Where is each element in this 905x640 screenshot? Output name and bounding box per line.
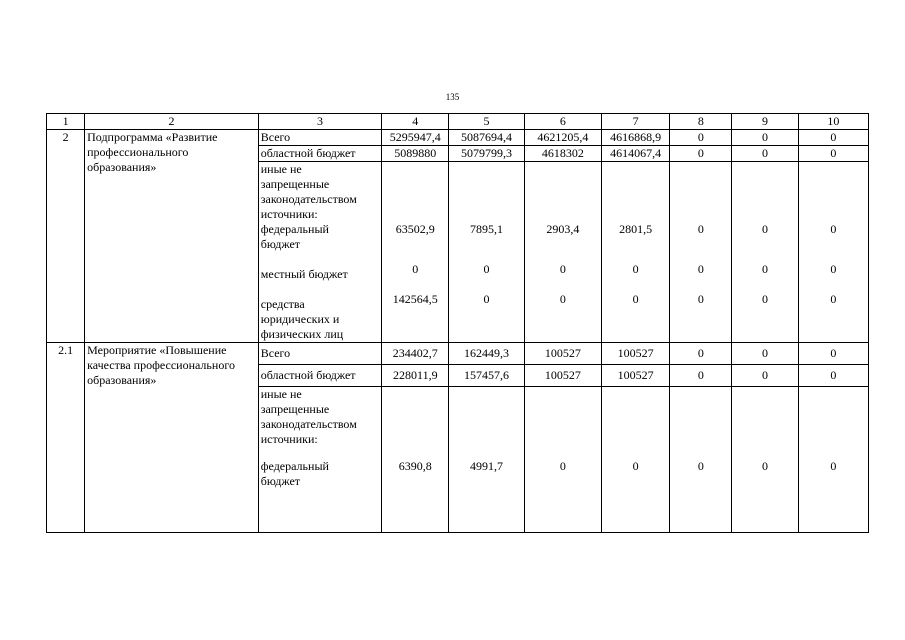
program-name: Подпрограмма «Развитие профессионального образования»: [85, 130, 259, 343]
value-cell: 142564,5: [392, 292, 438, 306]
header-cell-2: 2: [85, 114, 259, 130]
value-cell: 0: [732, 343, 798, 365]
value-column: [798, 162, 868, 343]
value-cell: 0: [670, 365, 732, 387]
budget-table: [46, 113, 869, 533]
value-column: [732, 162, 798, 343]
value-column: [601, 387, 669, 533]
value-cell: 0: [798, 343, 868, 365]
value-cell: 0: [697, 292, 704, 306]
table-row: [47, 130, 869, 146]
value-cell: 0: [483, 292, 490, 306]
source-label: Всего: [258, 130, 381, 146]
value-cell: 100527: [524, 365, 601, 387]
value-cell: 0: [830, 459, 837, 473]
row-number: 2.1: [47, 343, 85, 533]
value-column: [449, 387, 524, 533]
source-label: Всего: [258, 343, 381, 365]
value-cell: 2801,5: [619, 222, 653, 236]
value-column: [524, 387, 601, 533]
value-cell: 0: [412, 262, 419, 276]
value-cell: 100527: [524, 343, 601, 365]
table-header: [47, 114, 869, 130]
value-cell: 63502,9: [395, 222, 435, 236]
source-label: законодательством: [260, 192, 357, 206]
source-label: источники:: [260, 207, 318, 221]
page-number: 135: [445, 92, 460, 102]
value-column: [670, 387, 732, 533]
header-cell-9: 9: [732, 114, 798, 130]
header-cell-8: 8: [670, 114, 732, 130]
source-label: областной бюджет: [258, 146, 381, 162]
row-number: 2: [47, 130, 85, 343]
source-breakdown: [258, 162, 381, 343]
source-label: юридических и: [260, 312, 340, 326]
value-cell: 0: [697, 262, 704, 276]
value-cell: 0: [632, 262, 639, 276]
source-label: запрещенные: [260, 177, 330, 191]
header-row: [47, 114, 869, 130]
value-cell: 0: [798, 365, 868, 387]
source-label: бюджет: [260, 237, 301, 251]
source-label: источники:: [260, 432, 318, 446]
value-cell: 4614067,4: [601, 146, 669, 162]
value-cell: 0: [632, 459, 639, 473]
header-cell-7: 7: [601, 114, 669, 130]
value-cell: 0: [830, 292, 837, 306]
source-label: федеральный: [260, 222, 329, 236]
value-cell: 157457,6: [449, 365, 524, 387]
header-cell-1: 1: [47, 114, 85, 130]
value-column: [449, 162, 524, 343]
header-cell-3: 3: [258, 114, 381, 130]
value-cell: 0: [762, 222, 769, 236]
header-cell-10: 10: [798, 114, 868, 130]
value-cell: 162449,3: [449, 343, 524, 365]
header-cell-6: 6: [524, 114, 601, 130]
value-cell: 0: [798, 130, 868, 146]
value-cell: 5295947,4: [382, 130, 449, 146]
value-cell: 4621205,4: [524, 130, 601, 146]
source-label: иные не: [260, 387, 302, 401]
source-label: средства: [260, 297, 305, 311]
value-cell: 0: [632, 292, 639, 306]
source-label: федеральный: [260, 459, 329, 473]
value-cell: 0: [559, 292, 566, 306]
value-cell: 234402,7: [382, 343, 449, 365]
table-row: [47, 343, 869, 365]
source-label: запрещенные: [260, 402, 330, 416]
value-column: [382, 162, 449, 343]
value-cell: 5079799,3: [449, 146, 524, 162]
value-cell: 2903,4: [546, 222, 580, 236]
value-cell: 4618302: [524, 146, 601, 162]
value-cell: 0: [798, 146, 868, 162]
header-cell-5: 5: [449, 114, 524, 130]
header-cell-4: 4: [382, 114, 449, 130]
value-cell: 0: [732, 146, 798, 162]
source-label: бюджет: [260, 474, 301, 488]
value-column: [670, 162, 732, 343]
value-cell: 5087694,4: [449, 130, 524, 146]
source-breakdown: [258, 387, 381, 533]
source-label: физических лиц: [260, 327, 344, 341]
source-label: законодательством: [260, 417, 357, 431]
program-name: Мероприятие «Повышение качества профессионального образования»: [85, 343, 259, 533]
value-cell: 0: [762, 262, 769, 276]
value-cell: 0: [762, 459, 769, 473]
value-cell: 0: [697, 222, 704, 236]
value-cell: 0: [559, 262, 566, 276]
value-cell: 0: [830, 222, 837, 236]
value-cell: 100527: [601, 365, 669, 387]
source-label: иные не: [260, 162, 302, 176]
value-cell: 4991,7: [470, 459, 504, 473]
value-column: [601, 162, 669, 343]
value-cell: 0: [483, 262, 490, 276]
value-cell: 0: [732, 130, 798, 146]
source-label: областной бюджет: [258, 365, 381, 387]
value-cell: 0: [559, 459, 566, 473]
value-cell: 5089880: [382, 146, 449, 162]
value-cell: 0: [670, 343, 732, 365]
value-column: [732, 387, 798, 533]
value-column: [382, 387, 449, 533]
value-cell: 0: [670, 130, 732, 146]
value-cell: 6390,8: [398, 459, 432, 473]
value-cell: 0: [762, 292, 769, 306]
value-cell: 0: [830, 262, 837, 276]
value-cell: 100527: [601, 343, 669, 365]
source-label: местный бюджет: [260, 267, 348, 281]
value-cell: 7895,1: [470, 222, 504, 236]
value-cell: 0: [697, 459, 704, 473]
value-column: [524, 162, 601, 343]
value-cell: 4616868,9: [601, 130, 669, 146]
value-column: [798, 387, 868, 533]
value-cell: 228011,9: [382, 365, 449, 387]
value-cell: 0: [670, 146, 732, 162]
value-cell: 0: [732, 365, 798, 387]
